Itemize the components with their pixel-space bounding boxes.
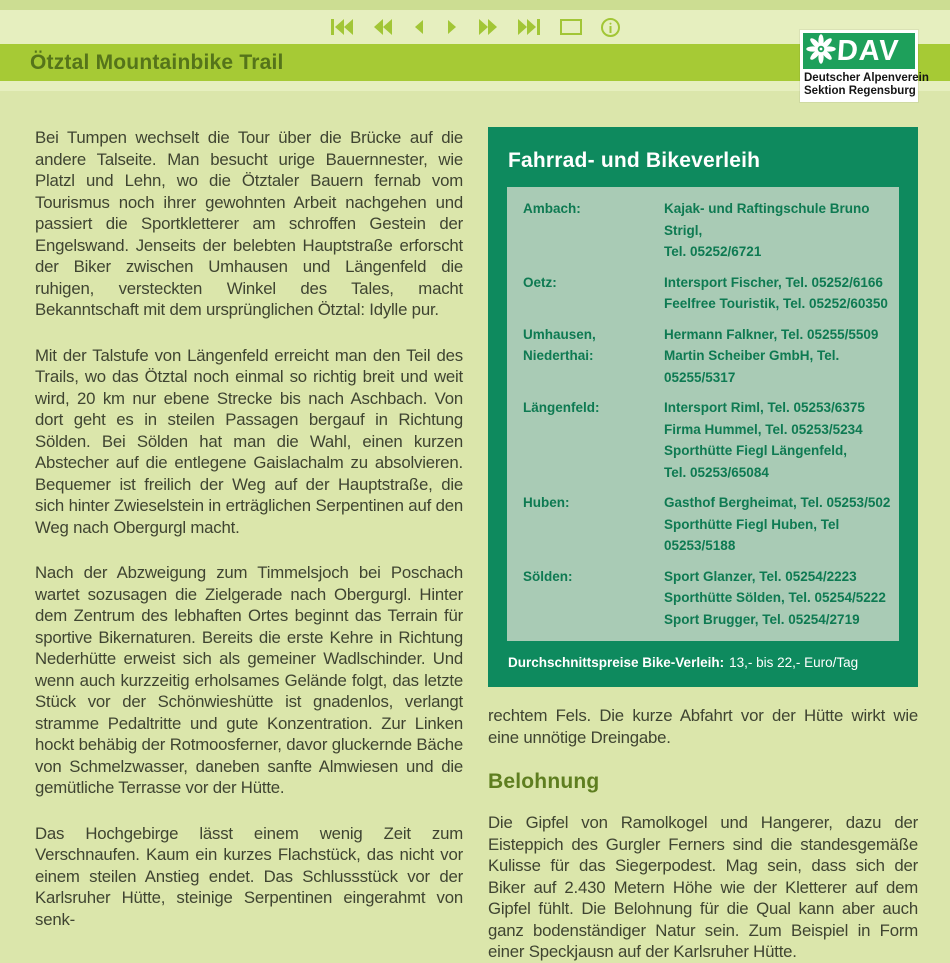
rental-price-footer <box>488 641 918 687</box>
first-page-icon[interactable] <box>329 17 355 37</box>
rewind-icon[interactable] <box>372 17 394 37</box>
rental-line: Tel. 05252/6721 <box>664 244 762 259</box>
rental-location: Oetz: <box>523 274 557 290</box>
rental-line: Kajak- und Raftingschule Bruno Strigl, <box>664 201 870 238</box>
page-title: Ötztal Mountainbike Trail <box>30 50 284 74</box>
paragraph: Das Hochgebirge lässt einem wenig Zeit zum Verschnaufen. Kaum ein kurzes Flachstück, das nicht vor einem steilen Anstieg endet. Das Schlussstück vor der Karlsruher Hütte, steinige Serpentinen eingerahmt von senk- <box>35 823 463 929</box>
rental-line: Sporthütte Fiegl Huben, Tel 05253/5188 <box>664 516 840 553</box>
rental-box-title: Fahrrad- und Bikeverleih <box>508 149 761 172</box>
rental-location: Sölden: <box>523 568 573 584</box>
paragraph: Bei Tumpen wechselt die Tour über die Brücke auf die andere Talseite. Man besucht urige Bauernnester, wie Platzl und Lehn, wo die Ötztaler Bauern fernab vom Tourismus noch ihrer gewohnten Arbeit nachgehen und passiert die Sportkletterer am schroffen Gestein der Engelswand. Jenseits der belebten Hauptstraße erforscht der Biker zwischen Umhausen und Längenfeld die ruhigen, versteckten Winkel des Tales, macht Bekanntschaft mit dem ursprünglichen Ötztal: Idylle pur. <box>35 128 463 319</box>
paragraph: Die Gipfel von Ramolkogel und Hangerer, dazu der Eisteppich des Gurgler Ferners sind die standesgemäße Kulisse für das Siegerpodest. Mag sein, dass sich der Biker auf 2.430 Metern Höhe wie der Kletterer auf dem Gipfel fühlt. Die Belohnung für die Qual kann aber auch ganz bodenständiger Natur sein. Zum Beispiel in Form einer Speckjausn auf der Karlsruher Hütte. <box>488 813 918 961</box>
rental-location: Umhausen, Niederthai: <box>523 326 596 363</box>
rental-price-label: Durchschnittspreise Bike-Verleih: <box>508 655 725 670</box>
page-frame-icon[interactable] <box>559 17 583 37</box>
info-icon[interactable] <box>600 17 621 38</box>
right-column <box>488 127 918 963</box>
rental-entry-oetz <box>523 272 899 315</box>
rental-line: Sport Glanzer, Tel. 05254/2223 <box>664 568 857 584</box>
next-icon[interactable] <box>444 17 460 37</box>
rental-line: Sporthütte Sölden, Tel. 05254/5222 <box>664 590 886 605</box>
rental-list-panel <box>507 187 899 641</box>
rental-entry-laengenfeld <box>523 397 899 483</box>
rental-line: Firma Hummel, Tel. 05253/5234 <box>664 421 863 437</box>
previous-icon[interactable] <box>411 17 427 37</box>
bike-rental-box <box>488 127 918 687</box>
rental-line: Sporthütte Fiegl Längenfeld, <box>664 443 847 458</box>
logo-org-line: Deutscher Alpenverein <box>804 72 929 84</box>
rental-entry-umhausen <box>523 324 899 389</box>
rental-location: Längenfeld: <box>523 400 600 415</box>
rental-line: Martin Scheiber GmbH, Tel. 05255/5317 <box>664 348 840 385</box>
rental-line: Hermann Falkner, Tel. 05255/5509 <box>664 326 879 342</box>
rental-price-value: 13,- bis 22,- Euro/Tag <box>729 655 859 670</box>
fast-forward-icon[interactable] <box>477 17 499 37</box>
rental-entry-soelden <box>523 566 899 631</box>
paragraph: Mit der Talstufe von Längenfeld erreicht man den Teil des Trails, wo das Ötztal noch einmal so richtig breit und weit wird, 20 km nur ebene Strecke bis nach Aschbach. Von dort geht es in steilen Passagen bergauf in Richtung Sölden. Bei Sölden hat man die Wahl, einen kurzen Abstecher auf die entlegene Gaislachalm zu absolvieren. Bequemer ist freilich der Weg auf der Hauptstraße, die sich hinter Zwieselstein in erträglichen Serpentinen auf den Weg nach Obergurgl macht. <box>35 345 463 537</box>
rental-location: Huben: <box>523 495 570 510</box>
rental-line: Gasthof Bergheimat, Tel. 05253/502 <box>664 495 891 510</box>
article-content <box>0 91 950 963</box>
last-page-icon[interactable] <box>516 17 542 37</box>
paragraph: Nach der Abzweigung zum Timmelsjoch bei Poschach wartet sozusagen die Zielgerade nach Obergurgl. Hinter dem Zentrum des lebhaften Ortes beginnt das Terrain für sportive Bikernaturen. Bereits die erste Kehre in Richtung Nederhütte erweist sich als gemeiner Wadlschinder. Und wenn auch kurzzeitig erholsames Gelände folgt, das letzte Stück vor der Schönwieshütte ist gnadenlos, verlangt stramme Pedaltritte und gute Konzentration. Zur Linken hockt behäbig der Rotmoosferner, davor gluckernde Bäche von Schmelzwasser, daneben sanfte Almwiesen und die gemütliche Terrasse vor der Hütte. <box>35 563 463 797</box>
rental-line: Intersport Fischer, Tel. 05252/6166 <box>664 274 883 290</box>
rental-line: Feelfree Touristik, Tel. 05252/60350 <box>664 296 888 311</box>
paragraph-continuation: rechtem Fels. Die kurze Abfahrt vor der Hütte wirkt wie eine unnötige Dreingabe. <box>488 706 918 747</box>
edelweiss-icon <box>806 34 836 69</box>
rental-line: Intersport Riml, Tel. 05253/6375 <box>664 400 865 415</box>
rental-entry-huben <box>523 492 899 557</box>
rental-line: Sport Brugger, Tel. 05254/2719 <box>664 611 860 627</box>
rental-line: Tel. 05253/65084 <box>664 464 769 480</box>
dav-logo-band <box>803 33 915 69</box>
dav-wordmark: DAV <box>835 34 901 67</box>
rental-entry-ambach <box>523 198 899 263</box>
top-strip <box>0 0 950 10</box>
left-column <box>35 127 463 963</box>
section-heading-belohnung: Belohnung <box>488 770 600 793</box>
rental-location: Ambach: <box>523 201 581 216</box>
logo-section-line: Sektion Regensburg <box>804 85 916 97</box>
dav-logo <box>800 30 929 102</box>
